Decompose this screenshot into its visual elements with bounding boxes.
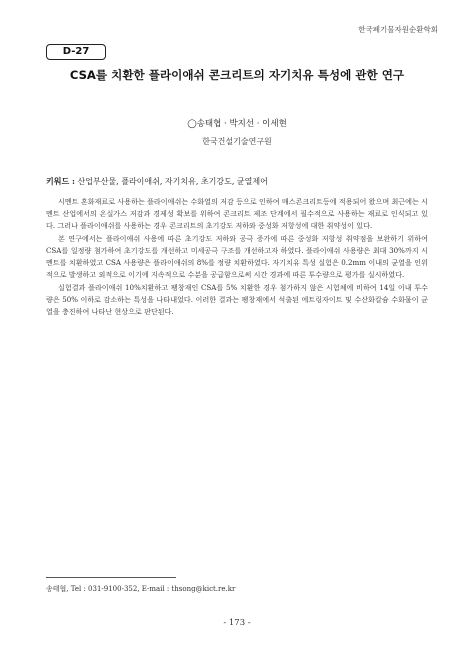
keywords-line <box>46 176 268 187</box>
header-organization: 한국폐기물자원순환학회 <box>358 25 438 34</box>
paper-title: CSA를 치환한 플라이애쉬 콘크리트의 자기치유 특성에 관한 연구 <box>69 68 405 82</box>
author-list: ◯송태협 · 박지선 · 이세현 <box>187 119 287 129</box>
keywords-items: 산업부산물, 플라이애쉬, 자기치유, 초기강도, 균열제어 <box>77 177 268 186</box>
session-badge: D-27 <box>46 44 106 60</box>
page-number: - 173 - <box>223 618 251 628</box>
body-paragraph: 본 연구에서는 플라이애쉬 사용에 따른 초기강도 저하와 공극 증가에 따른 중성화 저항성 취약점을 보완하기 위하여 CSA를 일정량 첨가하여 초기강도를 개선하고 미세공극 구조를 개선하고자 하였다. 플라이애쉬 사용량은 최대 30%까지 시멘트를 치환하였고 CSA 사용량은 플라이애쉬의 8%를 정량 치환하였다. 자기치유 특성 실험은 0.2mm 이내의 균열을 인위적으로 발생하고 외적으로 이기에 지속적으로 수분을 공급함으로써 시간 경과에 따른 투수량으로 평가를 실시하였다. <box>46 234 428 279</box>
footnote-contact: 송태협, Tel : 031-9100-352, E-mail : thsong@kict.re.kr <box>46 585 236 593</box>
affiliation: 한국건설기술연구원 <box>202 137 272 146</box>
body-paragraph: 실험결과 플라이애쉬 10%치환하고 팽창재인 CSA를 5% 치환한 경우 첨가하지 않은 시험체에 비하여 14일 이내 투수량은 50% 이하로 감소하는 특성을 나타내었다. 이러한 결과는 팽창재에서 석출된 에트링자이트 및 수산화칼슘 수화물이 균열을 충진하여 나타난 현상으로 판단된다. <box>46 283 428 316</box>
keywords-label: 키워드 : <box>46 176 75 186</box>
footnote-divider <box>46 577 176 578</box>
body-paragraph: 시멘트 혼화재료로 사용하는 플라이애쉬는 수화열의 저감 등으로 인하여 매스콘크리트등에 적용되어 왔으며 최근에는 시멘트 산업에서의 온실가스 저감과 경제성 확보를 위하여 콘크리트 제조 단계에서 필수적으로 사용하는 재료로 인식되고 있다. 그러나 플라이애쉬를 사용하는 경우 콘크리트의 초기강도 저하와 중성화 저항성에 대한 취약성이 있다. <box>46 197 428 230</box>
abstract-body <box>46 196 428 319</box>
